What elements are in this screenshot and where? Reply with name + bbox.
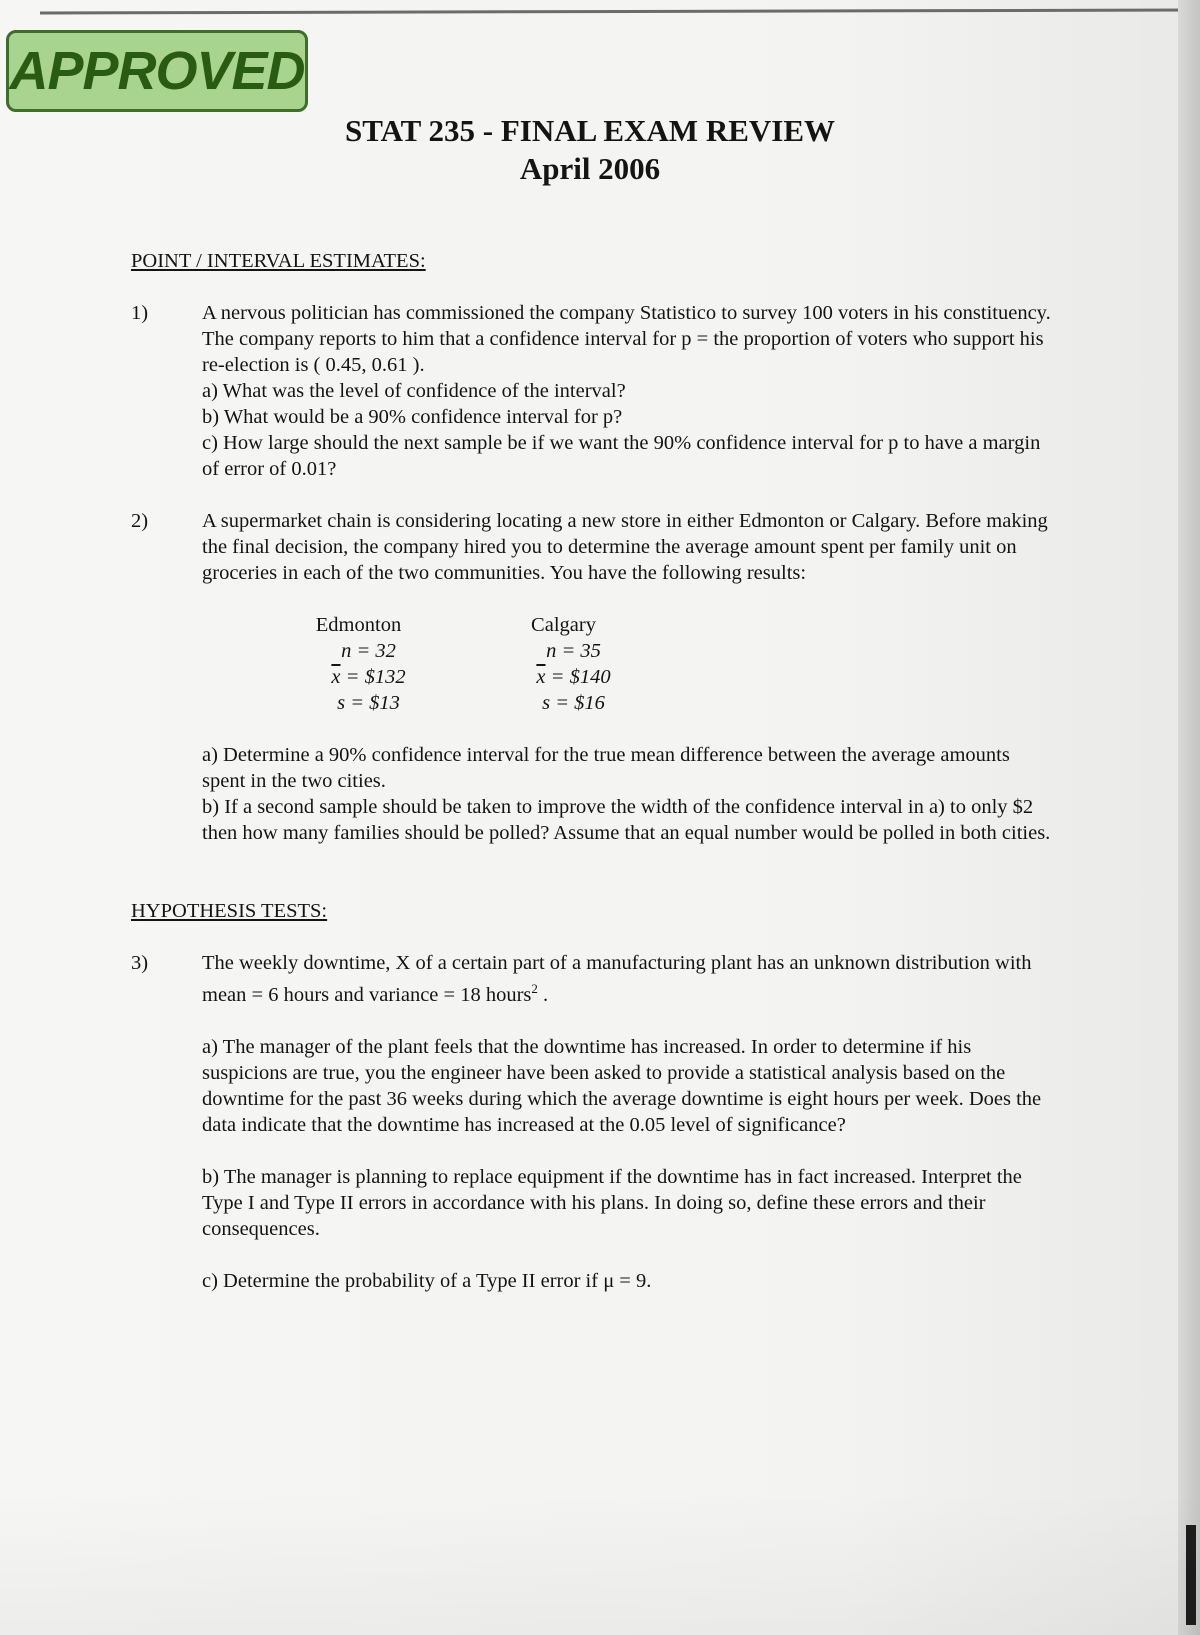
- section-heading-hypothesis: HYPOTHESIS TESTS:: [131, 900, 328, 922]
- stamp-text: APPROVED: [9, 41, 305, 101]
- document-body: [131, 248, 1051, 1294]
- problem-3: [131, 950, 1051, 1294]
- problem-2-parts: [131, 742, 1051, 846]
- scan-right-edge: [1178, 0, 1200, 1635]
- sample-mean: $\overline{x}$ = $132: [331, 666, 406, 688]
- problem-3-part-c: c) Determine the probability of a Type II error if μ = 9.: [202, 1269, 652, 1292]
- scan-shadow: [0, 1490, 1200, 1635]
- sample-statistics: [266, 612, 1051, 716]
- problem-3-part-b: b) The manager is planning to replace equipment if the downtime has in fact increased. Interpret the Type I and Type II errors in accordance with his plans. In doing so, define these errors and their consequences.: [202, 1165, 1022, 1240]
- problem-3-intro: The weekly downtime, X of a certain part of a manufacturing plant has an unknown distribution with mean = 6 hours and variance = 18 hours$^2$ .: [202, 952, 1032, 1006]
- problem-number: 3): [131, 952, 149, 974]
- problem-2-part-a: a) Determine a 90% confidence interval for the true mean difference between the average amounts spent in the two cities.: [202, 744, 1010, 792]
- page-title: [0, 112, 1180, 188]
- problem-1: [131, 300, 1051, 482]
- problem-1-part-c: c) How large should the next sample be if we want the 90% confidence interval for p to have a margin of error of 0.01?: [202, 432, 1041, 480]
- problem-number: 1): [131, 302, 149, 324]
- problem-2: [131, 508, 1051, 586]
- title-course: STAT 235 - FINAL EXAM REVIEW: [344, 113, 836, 148]
- calgary-stats: [471, 612, 676, 716]
- problem-3-part-a: a) The manager of the plant feels that the downtime has increased. In order to determine if his suspicions are true, you the engineer have been asked to provide a statistical analysis based on the downtime for the past 36 weeks during which the average downtime is eight hours per week. Does the data indicate that the downtime has increased at the 0.05 level of significance?: [202, 1035, 1042, 1136]
- city-label: Calgary: [531, 614, 596, 636]
- city-label: Edmonton: [315, 614, 402, 636]
- sample-sd: s = $16: [542, 692, 605, 714]
- sample-mean: $\overline{x}$ = $140: [536, 666, 611, 688]
- section-heading-estimates: POINT / INTERVAL ESTIMATES:: [131, 250, 426, 272]
- problem-2-part-b: b) If a second sample should be taken to improve the width of the confidence interval in a) to only $2 then how many families should be polled? Assume that an equal number would be polled in both cities.: [202, 796, 1051, 844]
- problem-1-intro: A nervous politician has commissioned the company Statistico to survey 100 voters in his constituency. The company reports to him that a confidence interval for p = the proportion of voters who support his re-election is ( 0.45, 0.61 ).: [202, 302, 1051, 376]
- edmonton-stats: [266, 612, 471, 716]
- approved-stamp: [6, 30, 308, 112]
- scan-edge-line: [40, 8, 1190, 14]
- problem-1-part-a: a) What was the level of confidence of the interval?: [202, 380, 626, 402]
- problem-number: 2): [131, 510, 149, 532]
- sample-size: n = 32: [341, 640, 396, 662]
- sample-size: n = 35: [546, 640, 601, 662]
- title-date: April 2006: [519, 151, 661, 186]
- sample-sd: s = $13: [337, 692, 400, 714]
- problem-2-intro: A supermarket chain is considering locating a new store in either Edmonton or Calgary. Before making the final decision, the company hired you to determine the average amount spent per family unit on groceries in each of the two communities. You have the following results:: [202, 510, 1048, 584]
- problem-1-part-b: b) What would be a 90% confidence interval for p?: [202, 406, 623, 428]
